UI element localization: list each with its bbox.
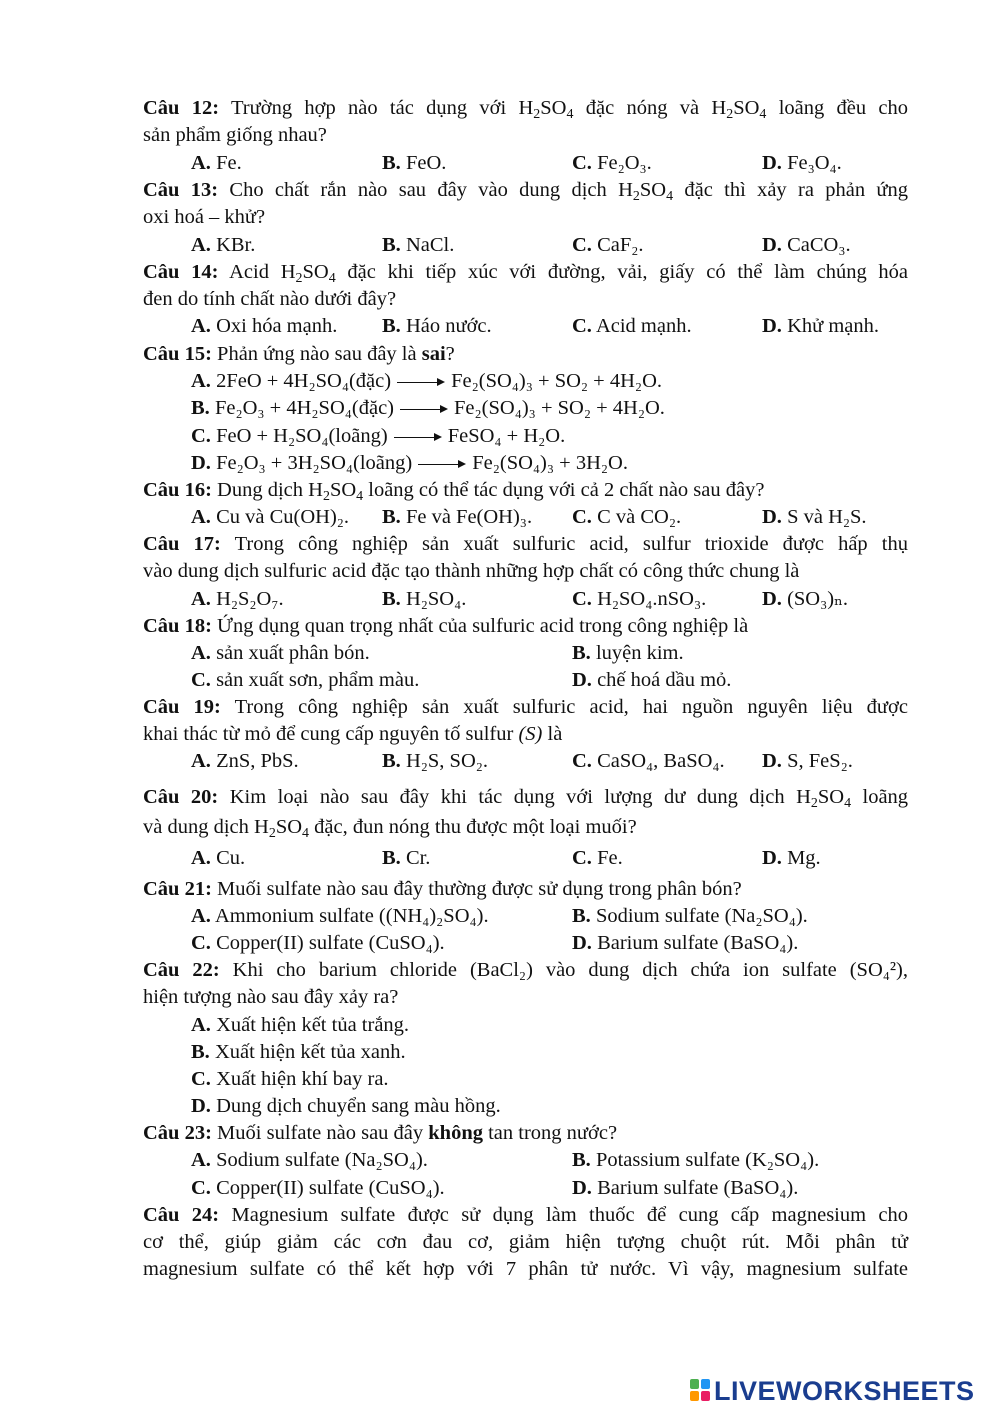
products: Fe₂(SO₄)₃ + 3H₂O. xyxy=(472,452,628,474)
arrow-icon xyxy=(418,459,466,469)
option-a[interactable] xyxy=(191,232,255,259)
option-text: chế hoá dầu mỏ. xyxy=(597,669,732,691)
option-letter: B. xyxy=(382,750,401,772)
option-text: CaSO₄, BaSO₄. xyxy=(597,750,725,772)
option-c[interactable] xyxy=(572,313,692,340)
question-12-stem-line1 xyxy=(143,95,908,122)
option-text: Fe₃O₄. xyxy=(787,152,842,174)
option-c[interactable] xyxy=(191,423,565,450)
option-letter: D. xyxy=(762,152,782,174)
option-text: (SO₃)ₙ. xyxy=(787,588,849,610)
question-number: Câu 17: xyxy=(143,533,221,555)
option-letter: C. xyxy=(572,506,592,528)
option-letter: B. xyxy=(382,847,401,869)
option-letter: B. xyxy=(191,1041,210,1063)
option-letter: C. xyxy=(191,932,211,954)
option-text: Khử mạnh. xyxy=(787,315,880,337)
option-letter: D. xyxy=(762,847,782,869)
question-text: và dung dịch xyxy=(143,816,249,838)
logo-blocks-icon xyxy=(690,1379,712,1403)
option-letter: A. xyxy=(191,1014,211,1036)
option-text: Fe. xyxy=(597,847,623,869)
option-letter: A. xyxy=(191,847,211,869)
option-letter: B. xyxy=(382,152,401,174)
formula: $H_2SO_4$ xyxy=(280,261,336,286)
question-24-stem-line3 xyxy=(143,1256,908,1283)
question-number: Câu 18: xyxy=(143,615,212,637)
option-b[interactable] xyxy=(572,640,684,667)
option-text: Barium sulfate (BaSO₄). xyxy=(597,932,799,954)
option-b[interactable] xyxy=(382,232,454,259)
option-b[interactable] xyxy=(382,313,492,340)
liveworksheets-logo xyxy=(690,1374,975,1408)
option-c[interactable] xyxy=(191,930,445,957)
option-letter: C. xyxy=(191,1177,211,1199)
option-a[interactable] xyxy=(191,640,370,667)
option-letter: B. xyxy=(382,315,401,337)
option-text: CaF₂. xyxy=(597,234,644,256)
option-letter: A. xyxy=(191,370,211,392)
question-number: Câu 12: xyxy=(143,97,220,119)
option-letter: B. xyxy=(572,642,591,664)
question-text: Trong công nghiệp sản xuất sulfuric acid, sulfur trioxide được hấp thụ xyxy=(234,533,908,555)
question-text: magnesium sulfate có thể kết hợp với 7 phân tử nước. Vì vậy, magnesium sulfate xyxy=(143,1258,908,1280)
formula: $H_2SO_4$ xyxy=(796,786,852,811)
question-13-stem-line1 xyxy=(143,177,908,204)
option-b[interactable] xyxy=(191,1039,406,1066)
logo-text: LIVEWORKSHEETS xyxy=(714,1375,975,1406)
option-a[interactable] xyxy=(191,586,284,613)
products: FeSO₄ + H₂O. xyxy=(447,425,566,447)
option-text: sản xuất sơn, phẩm màu. xyxy=(216,669,420,691)
option-text: sản xuất phân bón. xyxy=(216,642,370,664)
option-b[interactable] xyxy=(382,150,446,177)
option-text: KBr. xyxy=(216,234,256,256)
option-letter: C. xyxy=(572,152,592,174)
question-text: khai thác từ mỏ để cung cấp nguyên tố sulfur xyxy=(143,723,514,745)
option-text: Cu. xyxy=(216,847,246,869)
question-text: Phản ứng nào sau đây là xyxy=(217,343,417,365)
option-text: S, FeS₂. xyxy=(787,750,853,772)
question-14-stem-line2: đen do tính chất nào dưới đây? xyxy=(143,288,397,310)
emphasis: không xyxy=(428,1122,483,1144)
option-d[interactable] xyxy=(762,504,867,531)
option-d[interactable] xyxy=(762,586,848,613)
option-letter: D. xyxy=(572,669,592,691)
option-b[interactable] xyxy=(382,504,532,531)
option-text: luyện kim. xyxy=(595,642,684,664)
question-text: Trường hợp nào tác dụng với xyxy=(231,97,507,119)
option-a[interactable] xyxy=(191,1012,409,1039)
option-text: FeO. xyxy=(405,152,447,174)
formula: $H_2SO_4$ xyxy=(618,179,674,204)
option-letter: C. xyxy=(572,750,592,772)
option-letter: A. xyxy=(191,905,211,927)
option-a[interactable] xyxy=(191,504,349,531)
formula: $H_2SO_4$ xyxy=(308,479,364,504)
question-number: Câu 22: xyxy=(143,959,220,981)
option-c[interactable] xyxy=(572,232,644,259)
question-number: Câu 14: xyxy=(143,261,219,283)
option-letter: D. xyxy=(572,1177,592,1199)
option-letter: D. xyxy=(191,1095,211,1117)
question-18-stem xyxy=(143,613,748,640)
option-a[interactable] xyxy=(191,368,662,395)
question-text: đặc thì xảy ra phản ứng xyxy=(684,179,908,201)
option-text: Sodium sulfate (Na₂SO₄). xyxy=(216,1149,428,1171)
question-14-stem-line1 xyxy=(143,259,908,286)
option-letter: A. xyxy=(191,315,211,337)
question-19-stem-line1 xyxy=(143,694,908,721)
question-17-stem-line1 xyxy=(143,531,908,558)
question-number: Câu 21: xyxy=(143,878,212,900)
emphasis: sai xyxy=(421,343,446,365)
option-letter: D. xyxy=(191,452,211,474)
question-number: Câu 16: xyxy=(143,479,212,501)
option-d[interactable] xyxy=(191,1093,501,1120)
option-text: Copper(II) sulfate (CuSO₄). xyxy=(216,1177,445,1199)
option-letter: C. xyxy=(572,234,592,256)
option-text: C và CO₂. xyxy=(597,506,682,528)
question-17-stem-line2: vào dung dịch sulfuric acid đặc tạo thành những hợp chất có công thức chung là xyxy=(143,560,800,582)
question-text: Cho chất rắn nào sau đây vào dung dịch xyxy=(229,179,607,201)
option-text: Sodium sulfate (Na₂SO₄). xyxy=(595,905,808,927)
option-text: Háo nước. xyxy=(405,315,492,337)
option-c[interactable] xyxy=(572,748,725,775)
option-letter: A. xyxy=(191,152,211,174)
option-d[interactable] xyxy=(762,313,879,340)
option-letter: B. xyxy=(382,506,401,528)
question-22-stem-line2: hiện tượng nào sau đây xảy ra? xyxy=(143,986,399,1008)
option-text: NaCl. xyxy=(405,234,455,256)
option-c[interactable] xyxy=(572,586,706,613)
option-text: ZnS, PbS. xyxy=(216,750,299,772)
arrow-icon xyxy=(400,404,448,414)
question-text: ? xyxy=(445,343,455,365)
option-letter: D. xyxy=(762,506,782,528)
question-22-stem-line1 xyxy=(143,957,908,984)
question-24-stem-line1 xyxy=(143,1202,908,1229)
reactants: Fe₂O₃ + 3H₂SO₄(loãng) xyxy=(216,452,413,474)
question-text: Trong công nghiệp sản xuất sulfuric acid, hai nguồn nguyên liệu được xyxy=(234,696,908,718)
option-text: Copper(II) sulfate (CuSO₄). xyxy=(216,932,445,954)
option-d[interactable] xyxy=(762,748,853,775)
formula: $H_2SO_4$ xyxy=(254,816,309,841)
option-letter: C. xyxy=(191,669,211,691)
option-text: Xuất hiện kết tủa trắng. xyxy=(216,1014,410,1036)
option-letter: C. xyxy=(191,425,211,447)
question-text: Muối sulfate nào sau đây xyxy=(217,1122,424,1144)
option-text: Fe₂O₃. xyxy=(597,152,652,174)
option-b[interactable] xyxy=(191,395,665,422)
option-text: Cr. xyxy=(405,847,431,869)
question-number: Câu 13: xyxy=(143,179,219,201)
option-letter: C. xyxy=(572,315,592,337)
option-text: Cu và Cu(OH)₂. xyxy=(216,506,350,528)
option-letter: A. xyxy=(191,750,211,772)
reactants: Fe₂O₃ + 4H₂SO₄(đặc) xyxy=(214,397,395,419)
option-letter: A. xyxy=(191,642,211,664)
option-letter: B. xyxy=(572,905,591,927)
question-text: Kim loại nào sau đây khi tác dụng với lượng dư dung dịch xyxy=(229,786,785,808)
option-c[interactable] xyxy=(572,504,681,531)
question-21-stem xyxy=(143,876,742,903)
question-text: Acid xyxy=(229,261,269,283)
option-letter: A. xyxy=(191,234,211,256)
option-text: Xuất hiện kết tủa xanh. xyxy=(214,1041,406,1063)
question-text: tan trong nước? xyxy=(488,1122,618,1144)
option-letter: B. xyxy=(572,1149,591,1171)
option-letter: A. xyxy=(191,1149,211,1171)
arrow-icon xyxy=(394,432,442,442)
question-number: Câu 23: xyxy=(143,1122,212,1144)
option-letter: B. xyxy=(191,397,210,419)
question-text: Khi cho barium chloride (BaCl₂) vào dung dịch chứa ion sulfate (SO₄²), xyxy=(232,959,908,981)
option-d[interactable] xyxy=(191,450,628,477)
question-number: Câu 24: xyxy=(143,1204,220,1226)
option-b[interactable] xyxy=(382,845,430,872)
reactants: 2FeO + 4H₂SO₄(đặc) xyxy=(216,370,392,392)
option-letter: D. xyxy=(762,234,782,256)
option-letter: A. xyxy=(191,588,211,610)
question-text: Dung dịch xyxy=(217,479,304,501)
option-text: H₂SO₄. xyxy=(405,588,467,610)
question-13-stem-line2: oxi hoá – khử? xyxy=(143,206,266,228)
option-d[interactable] xyxy=(762,232,851,259)
option-letter: D. xyxy=(762,315,782,337)
option-text: Barium sulfate (BaSO₄). xyxy=(597,1177,799,1199)
option-a[interactable] xyxy=(191,1147,428,1174)
option-letter: C. xyxy=(572,847,592,869)
option-text: Acid mạnh. xyxy=(595,315,692,337)
option-text: H₂SO₄.nSO₃. xyxy=(597,588,707,610)
option-text: H₂S, SO₂. xyxy=(405,750,489,772)
option-letter: D. xyxy=(762,588,782,610)
option-text: Xuất hiện khí bay ra. xyxy=(216,1068,389,1090)
question-23-stem xyxy=(143,1120,617,1147)
option-letter: A. xyxy=(191,506,211,528)
question-24-stem-line2 xyxy=(143,1229,908,1256)
option-d[interactable] xyxy=(762,845,821,872)
option-d[interactable] xyxy=(762,150,842,177)
option-text: CaCO₃. xyxy=(787,234,851,256)
question-text: cơ thể, giúp giảm các cơn đau cơ, giảm hiện tượng chuột rút. Mỗi phân tử xyxy=(143,1231,908,1253)
option-d[interactable] xyxy=(572,930,798,957)
option-c[interactable] xyxy=(572,150,652,177)
question-number: Câu 15: xyxy=(143,343,212,365)
formula: $H_2SO_4$ xyxy=(518,97,574,122)
option-letter: D. xyxy=(762,750,782,772)
option-b[interactable] xyxy=(382,586,466,613)
question-text: Ứng dụng quan trọng nhất của sulfuric acid trong công nghiệp là xyxy=(217,615,749,637)
option-b[interactable] xyxy=(572,903,808,930)
option-b[interactable] xyxy=(382,748,488,775)
question-20-stem-line1 xyxy=(143,784,908,811)
question-15-stem xyxy=(143,341,455,368)
option-text: S và H₂S. xyxy=(787,506,867,528)
question-text: Magnesium sulfate được sử dụng làm thuốc để cung cấp magnesium cho xyxy=(231,1204,908,1226)
question-text: Muối sulfate nào sau đây thường được sử dụng trong phân bón? xyxy=(217,878,742,900)
question-text: đặc khi tiếp xúc với đường, vải, giấy có thể làm chúng hóa xyxy=(347,261,909,283)
option-text: Oxi hóa mạnh. xyxy=(216,315,338,337)
question-text: (S) xyxy=(518,723,543,745)
question-text: đặc nóng và xyxy=(585,97,700,119)
option-c[interactable] xyxy=(191,1066,389,1093)
option-text: Fe. xyxy=(216,152,242,174)
option-a[interactable] xyxy=(191,150,242,177)
option-letter: B. xyxy=(382,234,401,256)
question-text: loãng đều cho xyxy=(778,97,909,119)
question-20-stem-line2 xyxy=(143,814,637,841)
option-text: Ammonium sulfate ((NH₄)₂SO₄). xyxy=(214,905,489,927)
option-text: Dung dịch chuyển sang màu hồng. xyxy=(216,1095,501,1117)
option-d[interactable] xyxy=(572,667,731,694)
question-number: Câu 20: xyxy=(143,786,219,808)
option-a[interactable] xyxy=(191,313,337,340)
option-c[interactable] xyxy=(191,667,419,694)
option-b[interactable] xyxy=(572,1147,819,1174)
option-letter: C. xyxy=(191,1068,211,1090)
question-16-stem xyxy=(143,477,764,504)
option-c[interactable] xyxy=(572,845,623,872)
question-text: đặc, đun nóng thu được một loại muối? xyxy=(314,816,637,838)
arrow-icon xyxy=(397,377,445,387)
option-text: H₂S₂O₇. xyxy=(216,588,284,610)
option-text: Fe và Fe(OH)₃. xyxy=(405,506,533,528)
question-text: là xyxy=(547,723,563,745)
question-12-stem-line2: sản phẩm giống nhau? xyxy=(143,124,327,146)
option-a[interactable] xyxy=(191,845,245,872)
option-letter: C. xyxy=(572,588,592,610)
reactants: FeO + H₂SO₄(loãng) xyxy=(216,425,388,447)
option-text: Potassium sulfate (K₂SO₄). xyxy=(595,1149,820,1171)
question-text: loãng xyxy=(862,786,909,808)
question-19-stem-line2 xyxy=(143,721,562,748)
question-number: Câu 19: xyxy=(143,696,221,718)
products: Fe₂(SO₄)₃ + SO₂ + 4H₂O. xyxy=(454,397,665,419)
question-text: loãng có thể tác dụng với cả 2 chất nào sau đây? xyxy=(368,479,765,501)
option-a[interactable] xyxy=(191,748,299,775)
option-letter: B. xyxy=(382,588,401,610)
option-d[interactable] xyxy=(572,1175,798,1202)
option-c[interactable] xyxy=(191,1175,445,1202)
products: Fe₂(SO₄)₃ + SO₂ + 4H₂O. xyxy=(451,370,662,392)
option-a[interactable] xyxy=(191,903,489,930)
formula: $H_2SO_4$ xyxy=(711,97,767,122)
option-letter: D. xyxy=(572,932,592,954)
option-text: Mg. xyxy=(787,847,821,869)
